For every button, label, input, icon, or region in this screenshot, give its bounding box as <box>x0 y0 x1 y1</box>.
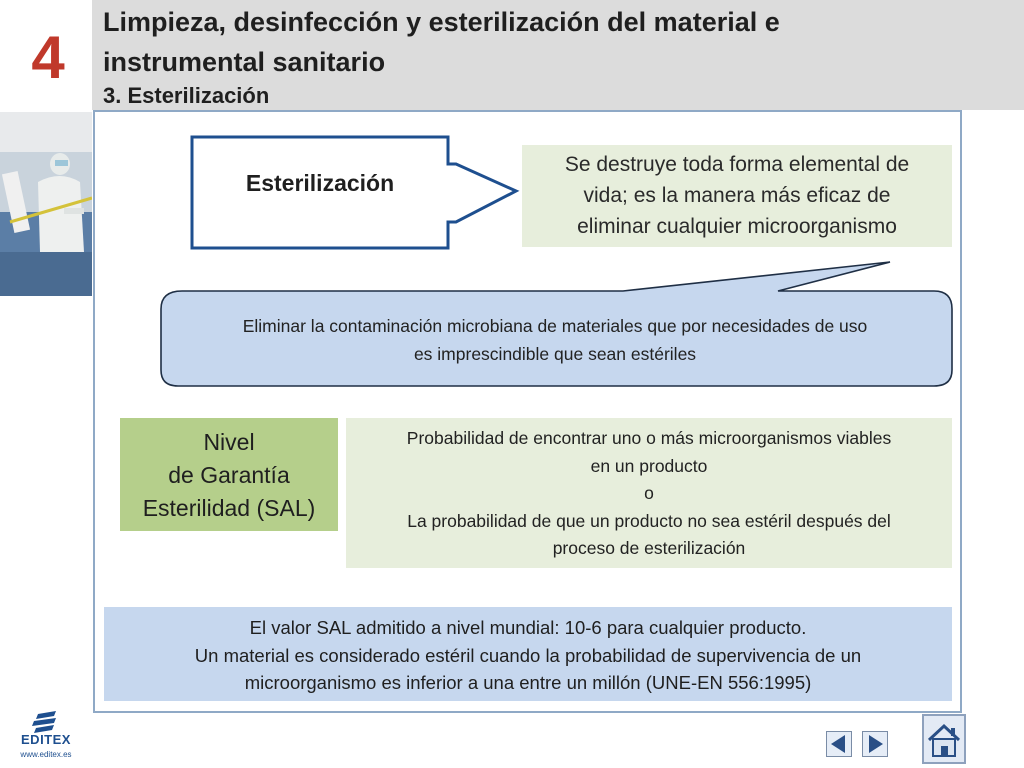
definition-line: Se destruye toda forma elemental de <box>564 153 910 176</box>
term-label: Esterilización <box>245 170 395 196</box>
home-button[interactable] <box>922 714 966 764</box>
sal-definition-line: o <box>644 483 654 503</box>
callout-text <box>170 312 940 368</box>
sal-definition-line: Probabilidad de encontrar uno o más microorganismos viables <box>406 428 892 448</box>
title-line: Limpieza, desinfección y esterilización del material e <box>103 7 780 37</box>
definition-line: vida; es la manera más eficaz de <box>583 184 891 207</box>
next-slide-button[interactable] <box>862 731 888 757</box>
callout-line: es imprescindible que sean estériles <box>413 344 697 364</box>
title-line: instrumental sanitario <box>103 47 386 77</box>
logo-text: EDITEX <box>21 732 71 747</box>
sal-label-line: de Garantía <box>168 462 290 488</box>
sal-definition-line: en un producto <box>590 455 708 476</box>
sal-label-box <box>120 418 338 531</box>
sal-note-line: microorganismo es inferior a una entre un millón (UNE-EN 556:1995) <box>244 672 812 693</box>
prev-arrow-icon <box>827 732 851 756</box>
definition-line: eliminar cualquier microorganismo <box>577 215 897 238</box>
sal-definition-line: proceso de esterilización <box>552 538 746 558</box>
home-icon <box>924 716 964 762</box>
sal-definition-line: La probabilidad de que un producto no sea estéril después del <box>407 510 891 531</box>
sal-note-line: Un material es considerado estéril cuando la probabilidad de supervivencia de un <box>194 644 862 666</box>
logo-url[interactable]: www.editex.es <box>20 750 72 759</box>
prev-slide-button[interactable] <box>826 731 852 757</box>
section-subtitle: 3. Esterilización <box>103 83 270 108</box>
sal-note-line: El valor SAL admitido a nivel mundial: 10-6 para cualquier producto. <box>249 617 807 638</box>
callout-line: Eliminar la contaminación microbiana de materiales que por necesidades de uso <box>242 316 868 336</box>
sal-note-box <box>104 607 952 701</box>
sal-label-line: Esterilidad (SAL) <box>142 495 316 521</box>
next-arrow-icon <box>863 732 887 756</box>
chapter-number: 4 <box>31 24 65 91</box>
sterilization-photo <box>0 112 92 296</box>
definition-box <box>522 145 952 247</box>
sal-definition-box <box>346 418 952 568</box>
sal-label-line: Nivel <box>203 429 255 455</box>
page-title <box>103 2 1003 82</box>
